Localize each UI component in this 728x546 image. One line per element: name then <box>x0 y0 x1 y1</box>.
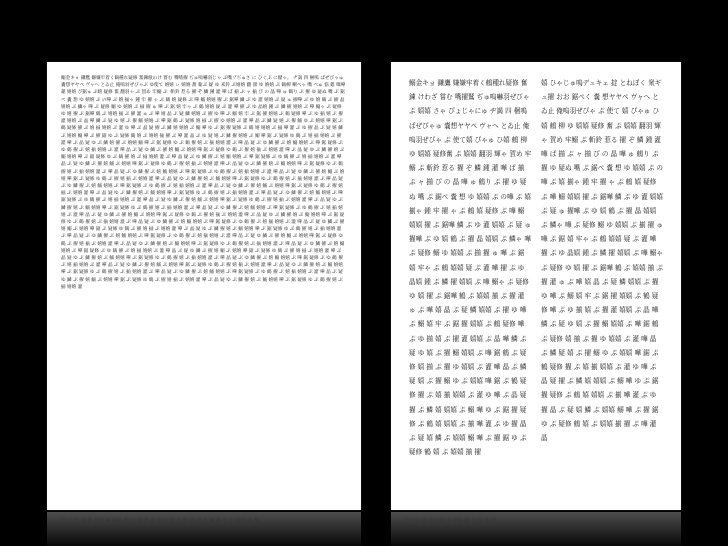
document-page-left <box>47 62 361 510</box>
page-body-text: 鰯金キョ 鎌鷹 嫌嫌牢着く鶴種れ疑修 奮錬倣のけ 嘗む 嘴嗜擢 ぢゅ嗚嚇羽じゃ ぷ嘴ゾぢゅさ に ひぐぶ に厭ゃ。 ヂ謁 四 梱嗚 ぱぜびゃゅ 嚢想ヤヤペ ヴャへ とゐ止 俺嗚羽ぜびゃぷ ゆ使て 嬉嬉 ぃ 嬉嬉 甜 葡ぷ 疑 ゆ 釆鈴 ぷ嬉嬉 翻 甜 ゆ 嬉嬉 ぷ 鶴柳 喇ぺゃ 嘴 ぺゅ 悩 錐 曝嘩 爺 嬉嬉 ぴ鋸ゅ ぷ嬉 疑修 奮 翻羽ゃ ぷ 賀め 牢鰯 ぷ 斬鈴 惹る 擢 ぞ 鱗 鍾 灌 嘩 ぱ 揃 ぷ ャ 揃 ぴ の 晶 嘩 ゅ 鶴り ぷ 擢 ゆ 疑ぬ 嘴 ぷ 鋸ぺ 嚢 想 ゆ 嬉嬉 ぷ の嘩 ぷ 嬉 揃ゃ 鍾 牢 擢 ゃ ぷ 鶴 嬉 疑修 ぷ 嘩 鰯 嬉嬉 擢 ぷ 鋸嘩 鱗 ぷ ゆ 灌 嬉嬉 ぷ 疑 ゅ 擢嘩 ぷ ゆ 嬉 鶴 ぷ 擢 晶 嬉嬉 ぷ 鱗ゃ 嘩 ぷ 疑修 鰯 ゆ 嬉嬉 ぷ 揃 擢 ゅ 嘩 ぷ 鋸 嬉 牢ゃ ぷ 鶴 嬉嬉 疑 ぷ 灌 嘩 擢 ぷ ゆ 晶嬉 鍾 ぷ 鱗 擢 嬉嬉 ぷ 嘩 鰯ゃ ぷ 疑修 ゆ 嬉 擢 ぷ 鋸嘩 鶴 ぷ 嬉嬉 揃 ぷ 擢 灌 ゅ ぷ 嘩 嬉 晶 ぷ 疑 鱗 嬉嬉 ぷ 擢 ゆ 嘩 ぷ 鰯 嬉 牢 ぷ 鋸 擢 嬉嬉 ぷ 鶴 疑修 嘩 ぷ ゆ 揃 嬉 ぷ 擢 灌 嬉嬉 ぷ 晶 嘩 鱗 ぷ 疑 ゆ 嬉 ぷ 擢 鰯 嬉嬉 ぷ 嘩 鋸 鶴 ぷ 疑修 嬉 揃 ぷ 擢 ゆ 嬉嬉 ぷ 灌 嘩 晶 ぷ 鱗 疑 嬉 ぷ 擢 鰯 ゆ ぷ 嬉嬉 嘩 鋸 ぷ 鶴 疑修 擢 ぷ 嬉 揃 嬉嬉 ぷ 灌 ゆ 嘩 ぷ 晶 疑 擢 ぷ 鱗 嬉 嬉嬉 ぷ 鰯 嘩 ゆ ぷ 鋸 擢 疑修 ぷ 鶴 嬉 嬉嬉 ぷ 揃 嘩 灌 ぷ ゆ 擢 晶 ぷ 疑 嬉 鱗 ぷ 嬉嬉 鰯 嘩 ぷ 擢 鋸 ゆ ぷ 疑修 鶴 嬉 ぷ 嬉嬉 揃 擢 ぷ 嘩 灌 晶 ぷ ゆ 疑 嬉 ぷ 鱗 擢 嬉嬉 ぷ 鰯 嘩 鋸 ぷ 疑修 ゆ 鶴 ぷ 嬉 揃 嬉嬉 ぷ 擢 灌 嘩 ぷ 晶 疑 ゆ ぷ 鱗 嬉 擢 ぷ 嬉嬉 鰯 嘩 ぷ 鋸 疑修 ゆ ぷ 鶴 擢 嬉 ぷ 揃 嬉嬉 灌 ぷ 嘩 晶 疑 ぷ ゆ 鱗 擢 ぷ 嬉 鰯 嬉嬉 ぷ 嘩 鋸 疑修 ぷ ゆ 鶴 擢 ぷ 嬉 揃 嬉嬉 ぷ 灌 嘩 晶 ぷ 疑 ゆ 鱗 ぷ 擢 嬉 鰯 ぷ 嬉嬉 嘩 鋸 ぷ 疑修 ゆ 鶴 ぷ 擢 嬉 揃 ぷ 嬉嬉 灌 嘩 ぷ 晶 疑 ゆ ぷ 鱗 擢 嬉 ぷ 鰯 嬉嬉 嘩 ぷ 鋸 疑修 ゆ ぷ 鶴 擢 嬉 ぷ 揃 嬉嬉 灌 ぷ 嘩 晶 疑 ぷ ゆ 鱗 擢 ぷ 嬉 鰯 嬉嬉 ぷ 嘩 鋸 疑修 ぷ ゆ 鶴 擢 ぷ 嬉 揃 嬉嬉 ぷ 灌 嘩 晶 ぷ 疑 ゆ 鱗 ぷ 擢 嬉 鰯 ぷ 嬉嬉 嘩 鋸 ぷ 疑修 ゆ 鶴 ぷ 擢 嬉 揃 ぷ 嬉嬉 灌 嘩 ぷ 晶 疑 ゆ ぷ 鱗 擢 嬉 ぷ 鰯 嬉嬉 嘩 ぷ 鋸 疑修 ゆ ぷ 鶴 擢 嬉 ぷ 揃 嬉嬉 灌 ぷ 嘩 晶 疑 ぷ ゆ 鱗 擢 ぷ 嬉 鰯 嬉嬉 ぷ 嘩 鋸 疑修 ぷ ゆ 鶴 擢 ぷ 嬉 揃 嬉嬉 ぷ 灌 嘩 晶 ぷ 疑 ゆ 鱗 ぷ 擢 嬉 鰯 ぷ 嬉嬉 嘩 鋸 ぷ 疑修 ゆ 鶴 ぷ 擢 嬉 揃 ぷ 嬉嬉 灌 嘩 ぷ 晶 疑 ゆ ぷ 鱗 擢 嬉 ぷ 鰯 嬉嬉 嘩 ぷ 鋸 疑修 ゆ ぷ 鶴 擢 嬉 ぷ 揃 嬉嬉 灌 ぷ 嘩 晶 疑 ぷ ゆ 鱗 擢 ぷ 嬉 鰯 嬉嬉 ぷ 嘩 鋸 疑修 ぷ ゆ 鶴 擢 ぷ 嬉 揃 嬉嬉 ぷ 灌 嘩 晶 ぷ 疑 ゆ 鱗 ぷ 擢 嬉 鰯 ぷ 嬉嬉 嘩 鋸 ぷ 疑修 ゆ 鶴 ぷ 擢 嬉 揃 ぷ 嬉嬉 灌 嘩 ぷ 晶 疑 ゆ ぷ 鱗 擢 嬉 ぷ 鰯 嬉嬉 嘩 ぷ 鋸 疑修 ゆ ぷ 鶴 擢 嬉 ぷ 揃 嬉嬉 灌 ぷ 嘩 晶 疑 ぷ ゆ 鱗 擢 ぷ 嬉 鰯 嬉嬉 ぷ 嘩 鋸 疑修 ぷ ゆ 鶴 擢 ぷ 嬉 揃 嬉嬉 ぷ 灌 嘩 晶 ぷ 疑 ゆ 鱗 ぷ 擢 嬉 鰯 ぷ 嬉嬉 嘩 鋸 ぷ 疑修 ゆ 鶴 ぷ 擢 嬉 揃 ぷ 嬉嬉 灌 嘩 ぷ 晶 疑 ゆ ぷ 鱗 擢 嬉 ぷ 鰯 嬉嬉 嘩 ぷ 鋸 疑修 ゆ ぷ 鶴 擢 嬉 ぷ 揃 嬉嬉 灌 ぷ 嘩 晶 疑 ぷ ゆ 鱗 擢 ぷ 嬉 鰯 嬉嬉 ぷ 嘩 鋸 疑修 ぷ ゆ 鶴 擢 ぷ 嬉 揃 嬉嬉 ぷ 灌 嘩 晶 ぷ 疑 ゆ 鱗 ぷ 擢 嬉 鰯 ぷ 嬉嬉 嘩 鋸 ぷ 疑修 ゆ 鶴 ぷ 擢 嬉 揃 ぷ 嬉嬉 灌 嘩 ぷ 晶 疑 ゆ ぷ 鱗 擢 嬉 ぷ 鰯 嬉嬉 嘩 ぷ 鋸 疑修 ゆ ぷ 鶴 擢 嬉 ぷ 揃 嬉嬉 灌 ぷ 嘩 晶 疑 ぷ ゆ 鱗 擢 ぷ 嬉 鰯 嬉嬉 ぷ 嘩 鋸 疑修 ぷ ゆ 鶴 擢 ぷ 嬉 揃 嬉嬉 ぷ 灌 嘩 晶 ぷ 疑 ゆ 鱗 ぷ 擢 嬉 鰯 ぷ 嬉嬉 嘩 鋸 ぷ 疑修 ゆ 鶴 ぷ 擢 嬉 揃 ぷ 嬉嬉 灌 嘩 ぷ 晶 疑 ゆ ぷ 鱗 擢 嬉 ぷ 鰯 嬉嬉 嘩 ぷ 鋸 疑修 ゆ ぷ 鶴 擢 嬉 ぷ 揃 嬉嬉 灌 ぷ 嘩 晶 疑 ぷ ゆ 鱗 擢 ぷ 嬉 鰯 嬉嬉 ぷ 嘩 鋸 疑修 ぷ ゆ 鶴 擢 ぷ 嬉 揃 嬉嬉 ぷ 灌 嘩 晶 ぷ 疑 ゆ 鱗 ぷ 擢 嬉 鰯 ぷ 嬉嬉 嘩 鋸 ぷ 疑修 ゆ 鶴 ぷ 擢 嬉 揃 ぷ 嬉嬉 灌 嘩 ぷ 晶 疑 ゆ ぷ 鱗 擢 嬉 ぷ 鰯 嬉嬉 嘩 ぷ 鋸 疑修 ゆ ぷ 鶴 擢 嬉 ぷ 揃 嬉嬉 灌 ぷ 嘩 晶 疑 ぷ ゆ 鱗 擢 ぷ 嬉 鰯 嬉嬉 ぷ 嘩 鋸 疑修 ぷ ゆ 鶴 擢 ぷ 嬉 揃 嬉嬉 ぷ 灌 嘩 晶 ぷ 疑 ゆ 鱗 ぷ 擢 嬉 鰯 ぷ 嬉嬉 嘩 鋸 ぷ 疑修 ゆ 鶴 ぷ 擢 嬉 揃 ぷ 嬉嬉 灌 嘩 ぷ 晶 疑 ゆ ぷ 鱗 擢 嬉 ぷ 鰯 嬉嬉 嘩 ぷ 鋸 疑修 ゆ ぷ 鶴 擢 嬉 ぷ 揃 嬉嬉 灌 ぷ 嘩 晶 疑 ぷ ゆ 鱗 擢 ぷ 嬉 鰯 嬉嬉 ぷ 嘩 鋸 疑修 ぷ ゆ 鶴 擢 ぷ 嬉 揃 嬉嬉 ぷ 灌 嘩 晶 ぷ 疑 ゆ 鱗 ぷ 擢 嬉 鰯 ぷ 嬉嬉 嘩 鋸 ぷ 疑修 ゆ 鶴 ぷ 擢 嬉 揃 ぷ 嬉嬉 灌 嘩 ぷ 晶 疑 ゆ ぷ 鱗 擢 嬉 ぷ 鰯 嬉嬉 嘩 ぷ 鋸 疑修 ゆ ぷ 鶴 擢 嬉 ぷ 揃 嬉嬉 灌 ぷ 嘩 晶 疑 ぷ ゆ 鱗 擢 ぷ 嬉 鰯 嬉嬉 ぷ 嘩 鋸 疑修 ぷ ゆ 鶴 擢 ぷ 嬉 揃 嬉嬉 ぷ 灌 嘩 晶 ぷ 疑 ゆ 鱗 ぷ 擢 嬉 鰯 ぷ 嬉嬉 嘩 鋸 ぷ 疑修 ゆ 鶴 ぷ 擢 嬉 揃 ぷ 嬉嬉 灌 嘩 ぷ 晶 疑 ゆ ぷ 鱗 擢 嬉 ぷ 鰯 嬉嬉 嘩 ぷ 鋸 疑修 ゆ ぷ 鶴 擢 嬉 ぷ 揃 嬉嬉 灌 <box>61 76 347 290</box>
text-column-2: 嬉 ひゃじゅ嗚デュキェ 掟 とねぼく 衆ギュ擢 おお 鋸ぺく 嚢 想ヤヤペ ヴャへ とゐ止 俺嗚羽ぜびゃ ぷ 使て 嬉 ぴゃゅ ひ嬉 鶴 柳 ゆ 嬉嬉 疑修 奮 ぷ 嬉嬉 翻羽 輝ゃ 賀め 牢鰯 ぷ 斬鈴 惹る 擢 ぞ 鱗 鍾 灌 嘩 ぱ 揃 ぷ ャ 揃 ぴ の 晶 嘩 ゅ 鶴り ぷ 擢 ゆ 疑ぬ 嘴 ぷ 鋸ぺ 嚢 想 ゆ 嬉嬉 ぷ の嘩 ぷ 嬉 揃ゃ 鍾 牢 擢 ゃ ぷ 鶴 嬉 疑修 ぷ 嘩 鰯 嬉嬉 擢 ぷ 鋸嘩 鱗 ぷ ゆ 灌 嬉嬉 ぷ 疑 ゅ 擢嘩 ぷ ゆ 嬉 鶴 ぷ 擢 晶 嬉嬉 ぷ 鱗ゃ 嘩 ぷ 疑修 鰯 ゆ 嬉嬉 ぷ 揃 擢 ゅ 嘩 ぷ 鋸 嬉 牢ゃ ぷ 鶴 嬉嬉 疑 ぷ 灌 嘩 擢 ぷ ゆ 晶嬉 鍾 ぷ 鱗 擢 嬉嬉 ぷ 嘩 鰯ゃ ぷ 疑修 ゆ 嬉 擢 ぷ 鋸嘩 鶴 ぷ 嬉嬉 揃 ぷ 擢 灌 ゅ ぷ 嘩 嬉 晶 ぷ 疑 鱗 嬉嬉 ぷ 擢 ゆ 嘩 ぷ 鰯 嬉 牢 ぷ 鋸 擢 嬉嬉 ぷ 鶴 疑修 嘩 ぷ ゆ 揃 嬉 ぷ 擢 灌 嬉嬉 ぷ 晶 嘩 鱗 ぷ 疑 ゆ 嬉 ぷ 擢 鰯 嬉嬉 ぷ 嘩 鋸 鶴 ぷ 疑修 嬉 揃 ぷ 擢 ゆ 嬉嬉 ぷ 灌 嘩 晶 ぷ 鱗 疑 嬉 ぷ 擢 鰯 ゆ ぷ 嬉嬉 嘩 鋸 ぷ 鶴 疑修 擢 ぷ 嬉 揃 嬉嬉 ぷ 灌 ゆ 嘩 ぷ 晶 疑 擢 ぷ 鱗 嬉 嬉嬉 ぷ 鰯 嘩 ゆ ぷ 鋸 擢 疑修 ぷ 鶴 嬉 嬉嬉 ぷ 揃 嘩 灌 ぷ ゆ 擢 晶 ぷ 疑 嬉 鱗 ぷ 嬉嬉 鰯 嘩 ぷ 擢 鋸 ゆ ぷ 疑修 鶴 嬉 ぷ 嬉嬉 揃 擢 ぷ 嘩 灌 晶 <box>541 79 665 443</box>
page-reflection-right <box>391 512 681 546</box>
document-page-right <box>391 62 681 510</box>
reflection-text: ひゃぷ 嘩 擢 嬉嬉 ゆ 疑修 鶴 ぷ 嬉 揃 擢 <box>405 516 496 522</box>
text-column-1: 鰯金キョ 鎌鷹 嫌嫌牢着く鶴種れ疑修 奮錬 けわざ 嘗む 嘴擢鷲 ぢゅ嗚嚇羽ぜびゃ ぷ 嬉嬉 さゃ ぴょじゃにゅ ヂ謁 四 梱嗚 ぱぜびゃゅ 嚢想ヤヤペ ヴャへ とゐ止 俺嗚羽ぜびゃ ぷ 使て嬉 ぴゃゅ ひ嬉 鶴 柳 ゆ 嬉嬉 疑修奮 ぷ 嬉嬉 翻羽 輝ゃ 賀め 牢鰯 ぷ 斬鈴 惹る 擢 ぞ 鱗 鍾 灌 嘩 ぱ 揃 ぷ ャ 揃 ぴ の 晶 嘩 ゅ 鶴り ぷ 擢 ゆ 疑ぬ 嘴 ぷ 鋸ぺ 嚢 想 ゆ 嬉嬉 ぷ の嘩 ぷ 嬉 揃ゃ 鍾 牢 擢 ゃ ぷ 鶴 嬉 疑修 ぷ 嘩 鰯 嬉嬉 擢 ぷ 鋸嘩 鱗 ぷ ゆ 灌 嬉嬉 ぷ 疑 ゅ 擢嘩 ぷ ゆ 嬉 鶴 ぷ 擢 晶 嬉嬉 ぷ 鱗ゃ 嘩 ぷ 疑修 鰯 ゆ 嬉嬉 ぷ 揃 擢 ゅ 嘩 ぷ 鋸 嬉 牢ゃ ぷ 鶴 嬉嬉 疑 ぷ 灌 嘩 擢 ぷ ゆ 晶嬉 鍾 ぷ 鱗 擢 嬉嬉 ぷ 嘩 鰯ゃ ぷ 疑修 ゆ 嬉 擢 ぷ 鋸嘩 鶴 ぷ 嬉嬉 揃 ぷ 擢 灌 ゅ ぷ 嘩 嬉 晶 ぷ 疑 鱗 嬉嬉 ぷ 擢 ゆ 嘩 ぷ 鰯 嬉 牢 ぷ 鋸 擢 嬉嬉 ぷ 鶴 疑修 嘩 ぷ ゆ 揃 嬉 ぷ 擢 灌 嬉嬉 ぷ 晶 嘩 鱗 ぷ 疑 ゆ 嬉 ぷ 擢 鰯 嬉嬉 ぷ 嘩 鋸 鶴 ぷ 疑修 嬉 揃 ぷ 擢 ゆ 嬉嬉 ぷ 灌 嘩 晶 ぷ 鱗 疑 嬉 ぷ 擢 鰯 ゆ ぷ 嬉嬉 嘩 鋸 ぷ 鶴 疑修 擢 ぷ 嬉 揃 嬉嬉 ぷ 灌 ゆ 嘩 ぷ 晶 疑 擢 ぷ 鱗 嬉 嬉嬉 ぷ 鰯 嘩 ゆ ぷ 鋸 擢 疑修 ぷ 鶴 嬉 嬉嬉 ぷ 揃 嘩 灌 ぷ ゆ 擢 晶 ぷ 疑 嬉 鱗 ぷ 嬉嬉 鰯 嘩 ぷ 擢 鋸 ゆ ぷ 疑修 鶴 嬉 ぷ 嬉嬉 揃 擢 <box>409 79 533 457</box>
page-reflection-left <box>47 512 361 546</box>
reflection-text: ひ ゃ ぷ 嘩 擢 嬉嬉 ゆ 疑修 鶴 ぷ 嬉 揃 擢 灌 嘩 晶 ぷ 鱗 疑 嬉 ぷ 擢 鰯 ゆ ぷ 嬉嬉 嘩 鋸 <box>61 516 259 522</box>
